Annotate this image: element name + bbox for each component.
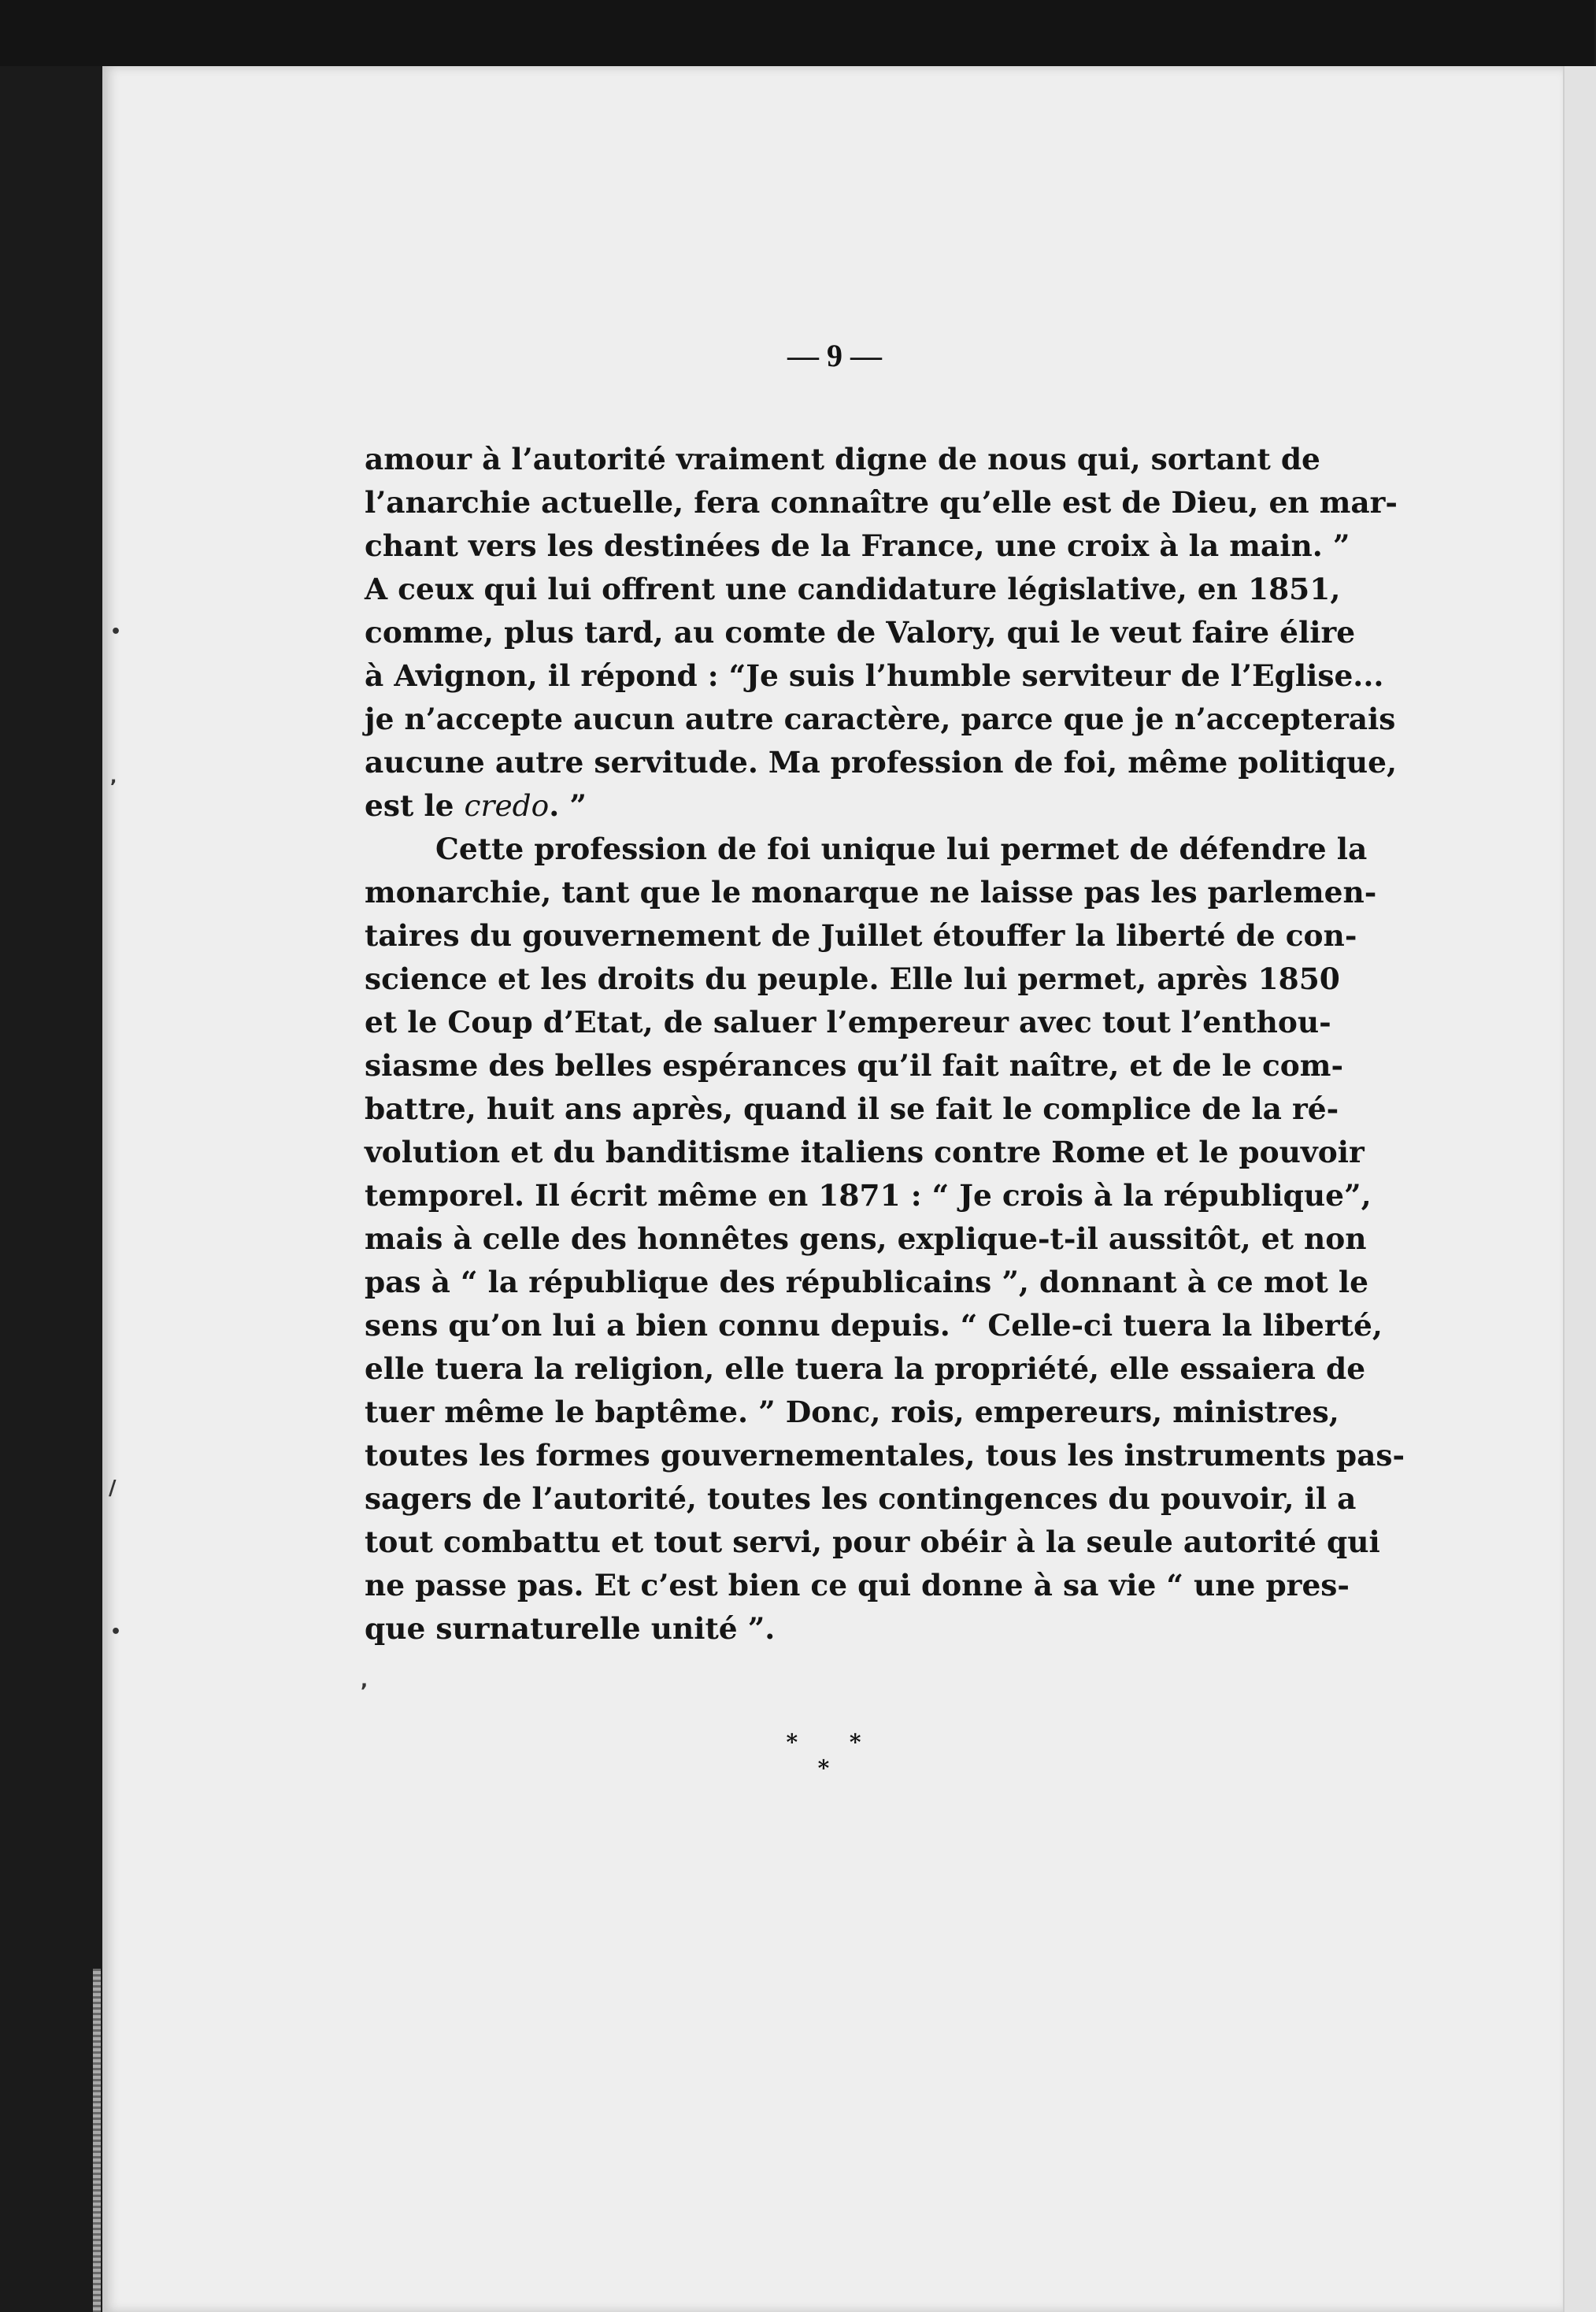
text-line: et le Coup d’Etat, de saluer l’empereur avec tout l’enthou- — [365, 1005, 1331, 1039]
binding-edge — [93, 1969, 101, 2312]
text-line: je n’accepte aucun autre caractère, parce que je n’accepterais — [365, 702, 1396, 736]
text-line: taires du gouvernement de Juillet étouffer la liberté de con- — [365, 918, 1357, 953]
text-line: sagers de l’autorité, toutes les contingences du pouvoir, il a — [365, 1481, 1357, 1516]
text-line: aucune autre servitude. Ma profession de foi, même politique, — [365, 745, 1398, 780]
text-line: mais à celle des honnêtes gens, explique-t-il aussitôt, et non — [365, 1221, 1367, 1256]
text-line: tout combattu et tout servi, pour obéir à la seule autorité qui — [365, 1525, 1380, 1559]
text-line: l’anarchie actuelle, fera connaître qu’elle est de Dieu, en mar- — [365, 485, 1398, 520]
text-line: volution et du banditisme italiens contre Rome et le pouvoir — [365, 1135, 1365, 1169]
page-right-edge — [1563, 66, 1596, 2312]
text-line: monarchie, tant que le monarque ne laisse pas les parlemen- — [365, 875, 1377, 910]
margin-speck: • — [110, 1622, 122, 1642]
text-line: ne passe pas. Et c’est bien ce qui donne à sa vie “ une pres- — [365, 1568, 1350, 1602]
text-line: tuer même le baptême. ” Donc, rois, empereurs, ministres, — [365, 1395, 1339, 1429]
body-text — [365, 438, 1405, 1651]
margin-speck: • — [110, 622, 122, 642]
text-line: pas à “ la république des républicains ”, donnant à ce mot le — [365, 1265, 1368, 1299]
text-line: temporel. Il écrit même en 1871 : “ Je crois à la république”, — [365, 1178, 1372, 1213]
text-line: amour à l’autorité vraiment digne de nous qui, sortant de — [365, 442, 1320, 476]
margin-speck: , — [361, 1669, 368, 1691]
margin-speck: , — [110, 768, 117, 787]
text-line: siasme des belles espérances qu’il fait naître, et de le com- — [365, 1048, 1344, 1083]
italic-word: credo — [464, 788, 550, 823]
text-line: chant vers les destinées de la France, une croix à la main. ” — [365, 528, 1350, 563]
text-line: que surnaturelle unité ”. — [365, 1611, 776, 1646]
text-line: sens qu’on lui a bien connu depuis. “ Celle-ci tuera la liberté, — [365, 1308, 1383, 1343]
page-number: — 9 — — [787, 338, 882, 373]
text-line: comme, plus tard, au comte de Valory, qui le veut faire élire — [365, 615, 1356, 650]
section-ornament: * * * — [786, 1729, 883, 1781]
text-line: battre, huit ans après, quand il se fait le complice de la ré- — [365, 1091, 1339, 1126]
text-line: à Avignon, il répond : “Je suis l’humble serviteur de l’Eglise... — [365, 658, 1384, 693]
margin-speck: / — [109, 1476, 117, 1500]
text-line: elle tuera la religion, elle tuera la propriété, elle essaiera de — [365, 1351, 1366, 1386]
scanner-top-border — [0, 0, 1594, 66]
text-line: Cette profession de foi unique lui permet de défendre la — [435, 832, 1368, 866]
text-line: toutes les formes gouvernementales, tous les instruments pas- — [365, 1438, 1405, 1473]
text-line: est le credo. ” — [365, 788, 587, 823]
text-line: A ceux qui lui offrent une candidature législative, en 1851, — [365, 572, 1341, 606]
text-line: science et les droits du peuple. Elle lui permet, après 1850 — [365, 961, 1340, 996]
